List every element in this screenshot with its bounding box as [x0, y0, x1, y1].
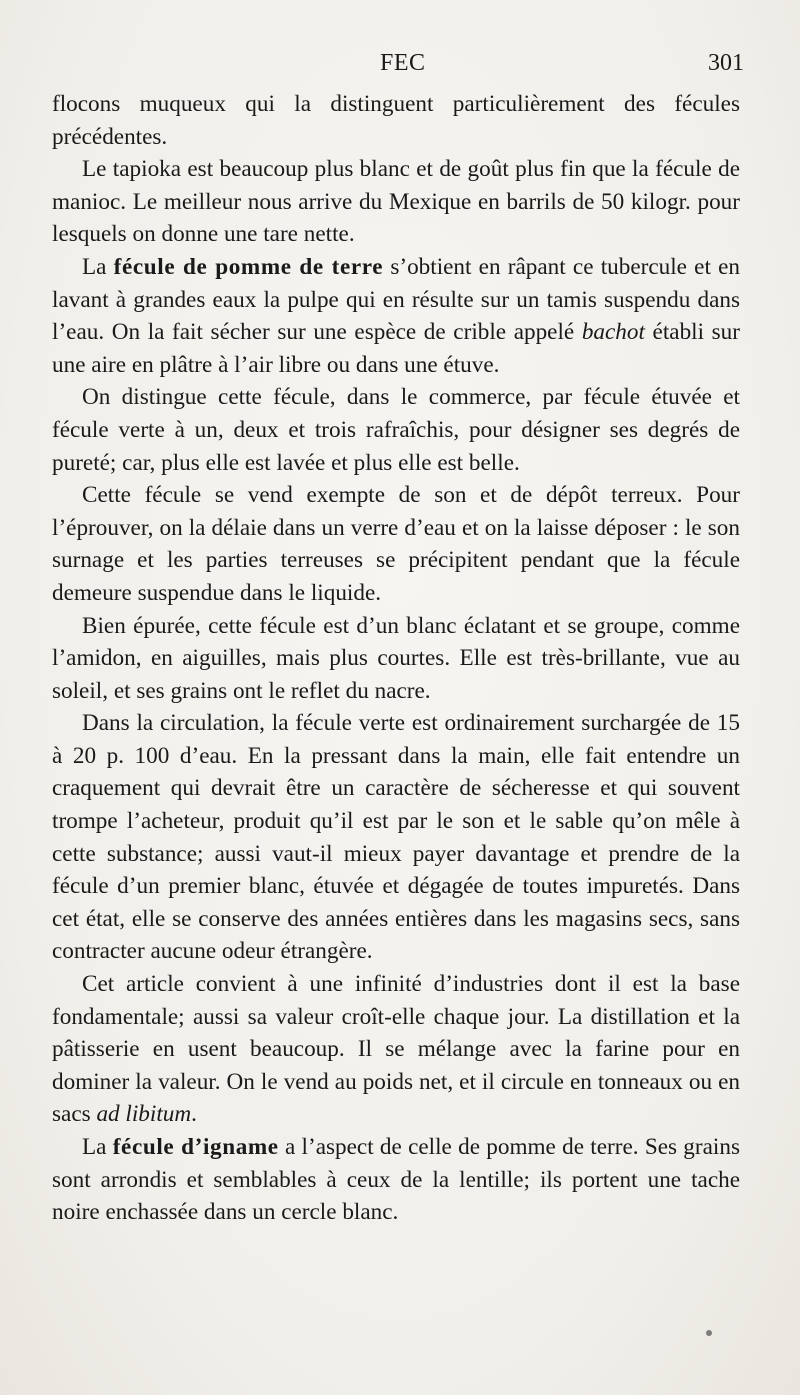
- paragraph-9: [52, 1131, 740, 1229]
- paragraph-6: Bien épurée, cette fécule est d’un blanc éclatant et se groupe, comme l’amidon, en aiguilles, mais plus courtes. Elle est très-brillante, vue au soleil, et ses grains ont le reflet du nacre.: [52, 612, 740, 704]
- term-fecule-pomme-de-terre: fécule de pomme de terre: [113, 253, 384, 280]
- paragraph-7: Dans la circulation, la fécule verte est ordinairement surchargée de 15 à 20 p. 100 d’eau. En la pressant dans la main, elle fait entendre un craquement qui devrait être un caractère de sécheresse et qui souvent trompe l’acheteur, produit qu’il est par le son et le sable qu’on mêle à cette substance; aussi vaut-il mieux payer davantage et prendre de la fécule d’un premier blanc, étuvée et dégagée de toutes impuretés. Dans cet état, elle se conserve des années entières dans les magasins secs, sans contracter aucune odeur étrangère.: [52, 710, 740, 965]
- paragraph-8-text-1: Cet article convient à une infinité d’industries dont il est la base fondamentale; aussi sa valeur croît-elle chaque jour. La distillation et la pâtisserie en usent beaucoup. Il se mélange avec la farine pour en dominer la valeur. On le vend au poids net, et il circule en tonneaux ou en sacs: [52, 971, 740, 1128]
- running-head: FEC: [380, 50, 426, 76]
- body-text: [52, 88, 740, 1229]
- paragraph-1: flocons muqueux qui la distinguent particulièrement des fécules précédentes.: [52, 91, 740, 150]
- paragraph-8-text-2: .: [191, 1101, 197, 1128]
- paragraph-3: [52, 251, 740, 381]
- paragraph-4: On distingue cette fécule, dans le commerce, par fécule étuvée et fécule verte à un, deux et trois rafraîchis, pour désigner ses degrés de pureté; car, plus elle est lavée et plus elle est belle.: [52, 384, 740, 476]
- page-number: 301: [708, 50, 744, 76]
- term-fecule-igname: fécule d’igname: [112, 1134, 279, 1160]
- term-ad-libitum: ad libitum: [96, 1101, 192, 1128]
- paragraph-3-text-2: établi sur une aire en plâtre à l’air libre ou dans une étuve.: [52, 319, 741, 378]
- paragraph-9-lead: La: [82, 1134, 113, 1160]
- paragraph-3-text-1: s’obtient en râpant ce tubercule et en lavant à grandes eaux la pulpe qui en résulte sur un tamis suspendu dans l’eau. On la fait sécher sur une espèce de crible appelé: [52, 253, 740, 346]
- term-bachot: bachot: [581, 319, 645, 346]
- paragraph-5: Cette fécule se vend exempte de son et de dépôt terreux. Pour l’éprouver, on la délaie dans un verre d’eau et on la laisse déposer : le son surnage et les parties terreuses se précipitent pendant que la fécule demeure suspendue dans le liquide.: [52, 482, 740, 606]
- paragraph-2: Le tapioka est beaucoup plus blanc et de goût plus fin que la fécule de manioc. Le meilleur nous arrive du Mexique en barrils de 50 kilogr. pour lesquels on donne une tare nette.: [52, 156, 740, 248]
- paragraph-3-lead: La: [82, 253, 114, 280]
- paragraph-9-text-1: a l’aspect de celle de pomme de terre. Ses grains sont arrondis et semblables à ceux de la lentille; ils portent une tache noire enchassée dans un cercle blanc.: [52, 1134, 740, 1226]
- paragraph-8: [52, 968, 740, 1131]
- ink-speck: [706, 1330, 712, 1336]
